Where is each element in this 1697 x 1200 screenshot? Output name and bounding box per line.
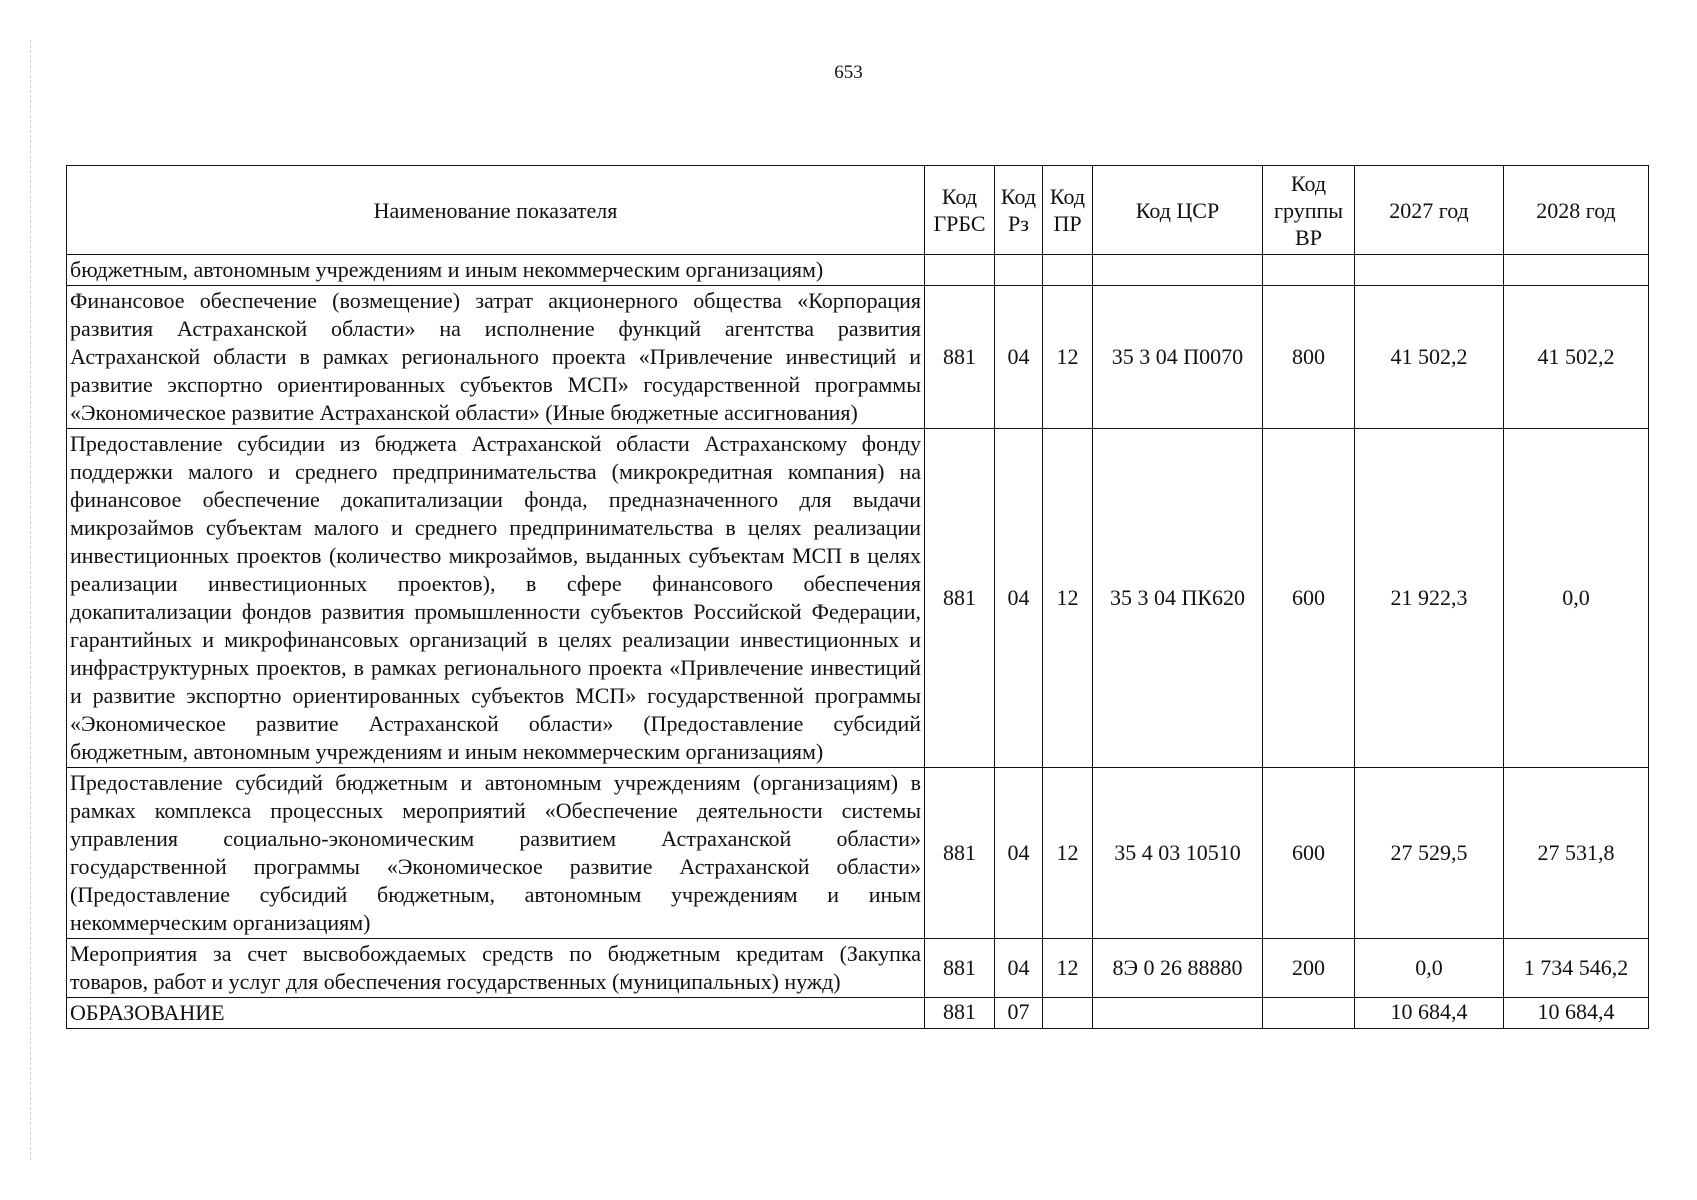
cell-rz: 04 (995, 939, 1043, 998)
header-vr: Код группы ВР (1263, 166, 1355, 255)
cell-vr: 600 (1263, 429, 1355, 768)
header-csr: Код ЦСР (1093, 166, 1263, 255)
cell-grbs: 881 (925, 939, 995, 998)
table-row (67, 429, 1649, 768)
cell-csr (1093, 255, 1263, 286)
cell-pr: 12 (1043, 939, 1093, 998)
cell-rz: 04 (995, 768, 1043, 939)
cell-2028: 41 502,2 (1504, 286, 1649, 429)
cell-2027: 10 684,4 (1355, 998, 1504, 1029)
header-grbs: Код ГРБС (925, 166, 995, 255)
cell-vr: 800 (1263, 286, 1355, 429)
header-name: Наименование показателя (67, 166, 925, 255)
table-header-row (67, 166, 1649, 255)
row-name: Финансовое обеспечение (возмещение) затрат акционерного общества «Корпорация развития Астраханской области» на исполнение функций агентства развития Астраханской области в рамках регионального проекта «Привлечение инвестиций и развитие экспортно ориентированных субъектов МСП» государственной программы «Экономическое развитие Астраханской области» (Иные бюджетные ассигнования) (67, 286, 925, 429)
cell-vr: 600 (1263, 768, 1355, 939)
cell-2028: 27 531,8 (1504, 768, 1649, 939)
table-row (67, 768, 1649, 939)
cell-pr (1043, 998, 1093, 1029)
budget-table (66, 165, 1649, 1029)
cell-2027 (1355, 255, 1504, 286)
header-rz: Код Рз (995, 166, 1043, 255)
cell-2027: 41 502,2 (1355, 286, 1504, 429)
header-2028: 2028 год (1504, 166, 1649, 255)
cell-vr (1263, 255, 1355, 286)
cell-csr: 8Э 0 26 88880 (1093, 939, 1263, 998)
cell-pr (1043, 255, 1093, 286)
cell-pr: 12 (1043, 286, 1093, 429)
row-name: Мероприятия за счет высвобождаемых средств по бюджетным кредитам (Закупка товаров, работ и услуг для обеспечения государственных (муниципальных) нужд) (67, 939, 925, 998)
cell-rz (995, 255, 1043, 286)
scan-margin-line (30, 40, 32, 1160)
cell-pr: 12 (1043, 768, 1093, 939)
cell-rz: 04 (995, 429, 1043, 768)
row-name: ОБРАЗОВАНИЕ (67, 998, 925, 1029)
cell-pr: 12 (1043, 429, 1093, 768)
cell-2028: 1 734 546,2 (1504, 939, 1649, 998)
cell-2027: 0,0 (1355, 939, 1504, 998)
cell-grbs: 881 (925, 286, 995, 429)
row-name: Предоставление субсидий бюджетным и автономным учреждениям (организациям) в рамках комплекса процессных мероприятий «Обеспечение деятельности системы управления социально-экономическим развитием Астраханской области» государственной программы «Экономическое развитие Астраханской области» (Предоставление субсидий бюджетным, автономным учреждениям и иным некоммерческим организациям) (67, 768, 925, 939)
cell-grbs: 881 (925, 768, 995, 939)
cell-2027: 27 529,5 (1355, 768, 1504, 939)
cell-2028: 0,0 (1504, 429, 1649, 768)
cell-csr: 35 3 04 ПК620 (1093, 429, 1263, 768)
table-row (67, 286, 1649, 429)
cell-csr: 35 4 03 10510 (1093, 768, 1263, 939)
cell-rz: 07 (995, 998, 1043, 1029)
cell-2028: 10 684,4 (1504, 998, 1649, 1029)
page-number: 653 (834, 62, 863, 83)
cell-grbs: 881 (925, 998, 995, 1029)
table-row (67, 939, 1649, 998)
cell-csr: 35 3 04 П0070 (1093, 286, 1263, 429)
cell-vr: 200 (1263, 939, 1355, 998)
table-row (67, 255, 1649, 286)
header-pr: Код ПР (1043, 166, 1093, 255)
cell-grbs: 881 (925, 429, 995, 768)
row-name: Предоставление субсидии из бюджета Астраханской области Астраханскому фонду поддержки малого и среднего предпринимательства (микрокредитная компания) на финансовое обеспечение докапитализации фонда, предназначенного для выдачи микрозаймов субъектам малого и среднего предпринимательства в целях реализации инвестиционных проектов (количество микрозаймов, выданных субъектам МСП в целях реализации инвестиционных проектов), в сфере финансового обеспечения докапитализации фондов развития промышленности субъектов Российской Федерации, гарантийных и микрофинансовых организаций в целях реализации инвестиционных и инфраструктурных проектов, в рамках регионального проекта «Привлечение инвестиций и развитие экспортно ориентированных субъектов МСП» государственной программы «Экономическое развитие Астраханской области» (Предоставление субсидий бюджетным, автономным учреждениям и иным некоммерческим организациям) (67, 429, 925, 768)
cell-2028 (1504, 255, 1649, 286)
cell-grbs (925, 255, 995, 286)
header-2027: 2027 год (1355, 166, 1504, 255)
table-row (67, 998, 1649, 1029)
row-name: бюджетным, автономным учреждениям и иным некоммерческим организациям) (67, 255, 925, 286)
cell-vr (1263, 998, 1355, 1029)
cell-rz: 04 (995, 286, 1043, 429)
cell-2027: 21 922,3 (1355, 429, 1504, 768)
cell-csr (1093, 998, 1263, 1029)
